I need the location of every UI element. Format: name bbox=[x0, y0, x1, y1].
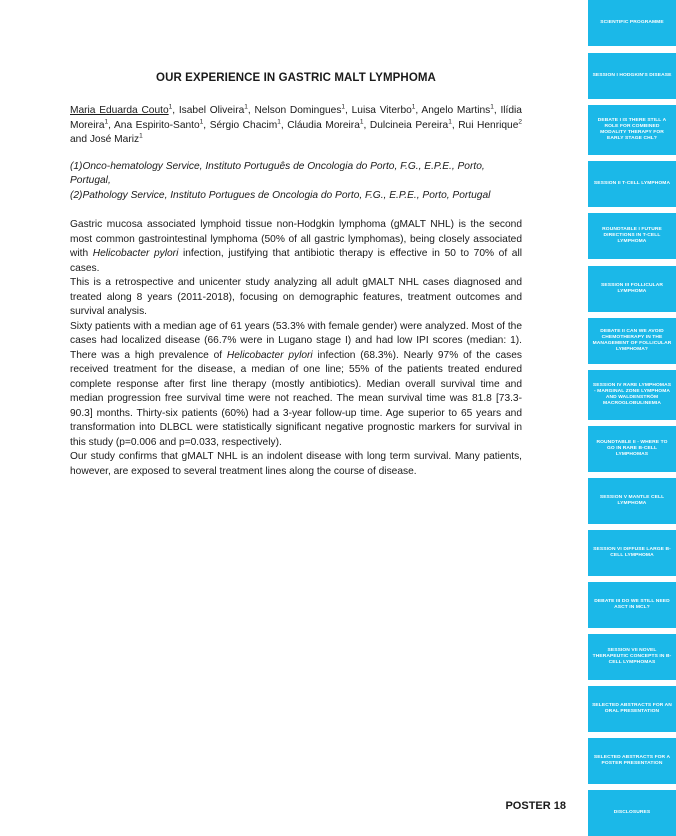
author bbox=[210, 120, 288, 131]
author bbox=[114, 120, 210, 131]
sidebar-item-label: SESSION IV RARE LYMPHOMAS - MARGINAL ZONE LYMPHOMA AND WALDENSTRÖM MACROGLOBULINEMIA bbox=[592, 383, 672, 406]
sidebar-item-label: SCIENTIFIC PROGRAMME bbox=[600, 20, 664, 25]
author-separator: , bbox=[415, 105, 422, 116]
author-separator: and bbox=[70, 134, 90, 145]
author-affiliation-mark: 1 bbox=[139, 132, 143, 140]
author-separator: , bbox=[247, 105, 255, 116]
author-affiliation-mark: 2 bbox=[518, 118, 523, 126]
sidebar-item-session-1[interactable] bbox=[588, 53, 676, 99]
author-name: Angelo Martins bbox=[421, 105, 491, 116]
sidebar-item-session-4[interactable] bbox=[588, 370, 676, 420]
author-separator: , bbox=[345, 105, 352, 116]
sidebar-item-label: SELECTED ABSTRACTS FOR A POSTER PRESENTATION bbox=[593, 755, 671, 766]
author-name: Isabel Oliveira bbox=[178, 105, 245, 116]
author-affiliation-mark: 1 bbox=[359, 118, 364, 126]
sidebar-item-disclosures[interactable] bbox=[588, 790, 676, 836]
sidebar-item-label: DEBATE III DO WE STILL NEED ASCT IN MCL? bbox=[594, 599, 670, 610]
paragraph-methods: This is a retrospective and unicenter study analyzing all adult gMALT NHL cases diagnosed and treated along 8 years (2011-2018), focusing on demographic features, treatment outcomes and survival analysis. bbox=[70, 277, 522, 317]
author bbox=[90, 134, 143, 145]
author-name: José Mariz bbox=[89, 134, 140, 145]
author-affiliation-mark: 1 bbox=[244, 103, 248, 111]
affiliation-1: (1)Onco-hematology Service, Instituto Português de Oncologia do Porto, F.G., E.P.E., Porto, Portugal, bbox=[70, 160, 485, 186]
author-separator: , bbox=[493, 105, 501, 116]
author-affiliation-mark: 1 bbox=[168, 103, 173, 111]
author-name: Dulcineia Pereira bbox=[369, 119, 449, 131]
author-separator: , bbox=[280, 119, 288, 131]
sidebar-item-session-7[interactable] bbox=[588, 634, 676, 680]
author-separator: , bbox=[363, 119, 370, 131]
sidebar-item-debate-1[interactable] bbox=[588, 105, 676, 155]
author-affiliation-mark: 1 bbox=[341, 103, 346, 111]
author-name: Cláudia Moreira bbox=[287, 119, 360, 131]
paragraph-results bbox=[70, 320, 522, 451]
species-name: Helicobacter pylori bbox=[92, 248, 179, 259]
abstract-body bbox=[70, 218, 522, 479]
sidebar-item-label: SESSION VI DIFFUSE LARGE B-CELL LYMPHOMA bbox=[593, 547, 671, 558]
paragraph-conclusion: Our study confirms that gMALT NHL is an indolent disease with long term survival. Many patients, however, are exposed to several treatment lines along the course of disease. bbox=[70, 451, 522, 477]
author-separator: , bbox=[108, 119, 114, 131]
sidebar-item-poster-abstracts[interactable] bbox=[588, 738, 676, 784]
author-affiliation-mark: 1 bbox=[448, 118, 452, 126]
sidebar-item-debate-3[interactable] bbox=[588, 582, 676, 628]
species-name: Helicobacter pylori bbox=[226, 349, 313, 361]
author-affiliation-mark: 1 bbox=[199, 118, 204, 126]
author bbox=[287, 120, 370, 131]
paragraph-text: infection (68.3%). Nearly 97% of the cases received treatment for the disease, a median of one line; 55% of the patients treated endured complete response after first line therapy (mostly antibiotics). Median overall survival time and median progression free survival time were not reached. The mean survival time was 81.8 [73.3-90.3] months. Thirty-six patients (60%) had a 3-year follow-up time. Age superior to 65 years and transformation into DLBCL were statistically significant negative prognostic markers for survival in this study (p=0.006 and p=0.033, respectively). bbox=[70, 349, 522, 448]
author-separator: , bbox=[172, 105, 179, 116]
sidebar-item-scientific-programme[interactable] bbox=[588, 0, 676, 46]
sidebar-item-label: ROUNDTABLE II - WHERE TO GO IN RARE B-CELL LYMPHOMAS bbox=[596, 440, 668, 457]
sidebar-item-label: SESSION I HODGKIN'S DISEASE bbox=[592, 73, 672, 78]
author bbox=[421, 105, 500, 116]
author bbox=[352, 105, 422, 116]
paragraph-text: infection, justifying that antibiotic therapy is effective in 50 to 70% of all cases. bbox=[70, 248, 522, 274]
author-name: Ilídia Moreira bbox=[70, 105, 522, 131]
author-name: Rui Henrique bbox=[458, 119, 519, 131]
author bbox=[70, 105, 179, 116]
author-separator: , bbox=[203, 119, 210, 131]
sidebar-item-roundtable-1[interactable] bbox=[588, 213, 676, 259]
sidebar-item-label: DEBATE I IS THERE STILL A ROLE FOR COMBINED MODALITY THERAPY FOR EARLY STAGE CHL? bbox=[597, 118, 667, 141]
abstract-title: OUR EXPERIENCE IN GASTRIC MALT LYMPHOMA bbox=[156, 72, 436, 84]
paragraph-background bbox=[70, 218, 522, 276]
author-name: Ana Espirito-Santo bbox=[114, 119, 200, 131]
author-affiliation-mark: 1 bbox=[411, 103, 416, 111]
sidebar-item-debate-2[interactable] bbox=[588, 318, 676, 364]
paragraph-text: Gastric mucosa associated lymphoid tissue non-Hodgkin lymphoma (gMALT NHL) is the second most common gastrointestinal lymphoma (50% of all gastric lymphomas), being closely associated with bbox=[70, 219, 522, 259]
author-name: Luisa Viterbo bbox=[351, 105, 412, 116]
author-affiliation-mark: 1 bbox=[104, 118, 109, 126]
author-name: Sérgio Chacim bbox=[209, 119, 278, 131]
author-affiliation-mark: 1 bbox=[490, 103, 494, 111]
sidebar-item-label: SESSION VII NOVEL THERAPEUTIC CONCEPTS IN B-CELL LYMPHOMAS bbox=[592, 648, 672, 665]
paragraph-text: Sixty patients with a median age of 61 years (53.3% with female gender) were analyzed. Most of the cases had localized disease (66.7% were in Lugano stage I) and had low IPI scores (median: 1). There was a high prevalence of bbox=[70, 320, 522, 361]
author-separator: , bbox=[451, 119, 459, 131]
sidebar-item-oral-abstracts[interactable] bbox=[588, 686, 676, 732]
author-list bbox=[70, 104, 522, 148]
sidebar-item-label: SESSION III FOLLICULAR LYMPHOMA bbox=[601, 283, 663, 294]
abstract-content bbox=[70, 72, 522, 479]
sidebar-item-label: DISCLOSURES bbox=[613, 810, 651, 815]
sidebar-item-label: DEBATE II CAN WE AVOID CHEMOTHERAPY IN THE MANAGEMENT OF FOLLICULAR LYMPHOMA? bbox=[592, 329, 672, 352]
sidebar-item-label: SELECTED ABSTRACTS FOR AN ORAL PRESENTATION bbox=[592, 703, 672, 714]
sidebar-item-label: SESSION II T-CELL LYMPHOMA bbox=[593, 181, 671, 186]
sidebar-item-label: ROUNDTABLE I FUTURE DIRECTIONS IN T-CELL LYMPHOMA bbox=[602, 227, 662, 244]
author bbox=[179, 105, 255, 116]
sidebar-item-label: SESSION V MANTLE CELL LYMPHOMA bbox=[599, 495, 665, 506]
author-affiliation-mark: 1 bbox=[277, 118, 281, 126]
sidebar-item-roundtable-2[interactable] bbox=[588, 426, 676, 472]
poster-number: POSTER 18 bbox=[505, 800, 566, 812]
author-name: Nelson Domingues bbox=[254, 105, 342, 116]
sidebar-item-session-6[interactable] bbox=[588, 530, 676, 576]
sidebar-item-session-5[interactable] bbox=[588, 478, 676, 524]
affiliation-2: (2)Pathology Service, Instituto Portugues de Oncologia do Porto, F.G., E.P.E., Porto, Portugal bbox=[70, 189, 491, 201]
affiliations bbox=[70, 160, 522, 204]
author bbox=[254, 105, 351, 116]
presenting-author-name: Maria Eduarda Couto bbox=[70, 105, 169, 116]
author bbox=[370, 120, 458, 131]
sidebar-navigation bbox=[588, 0, 676, 836]
sidebar-item-session-2[interactable] bbox=[588, 161, 676, 207]
sidebar-item-session-3[interactable] bbox=[588, 266, 676, 312]
